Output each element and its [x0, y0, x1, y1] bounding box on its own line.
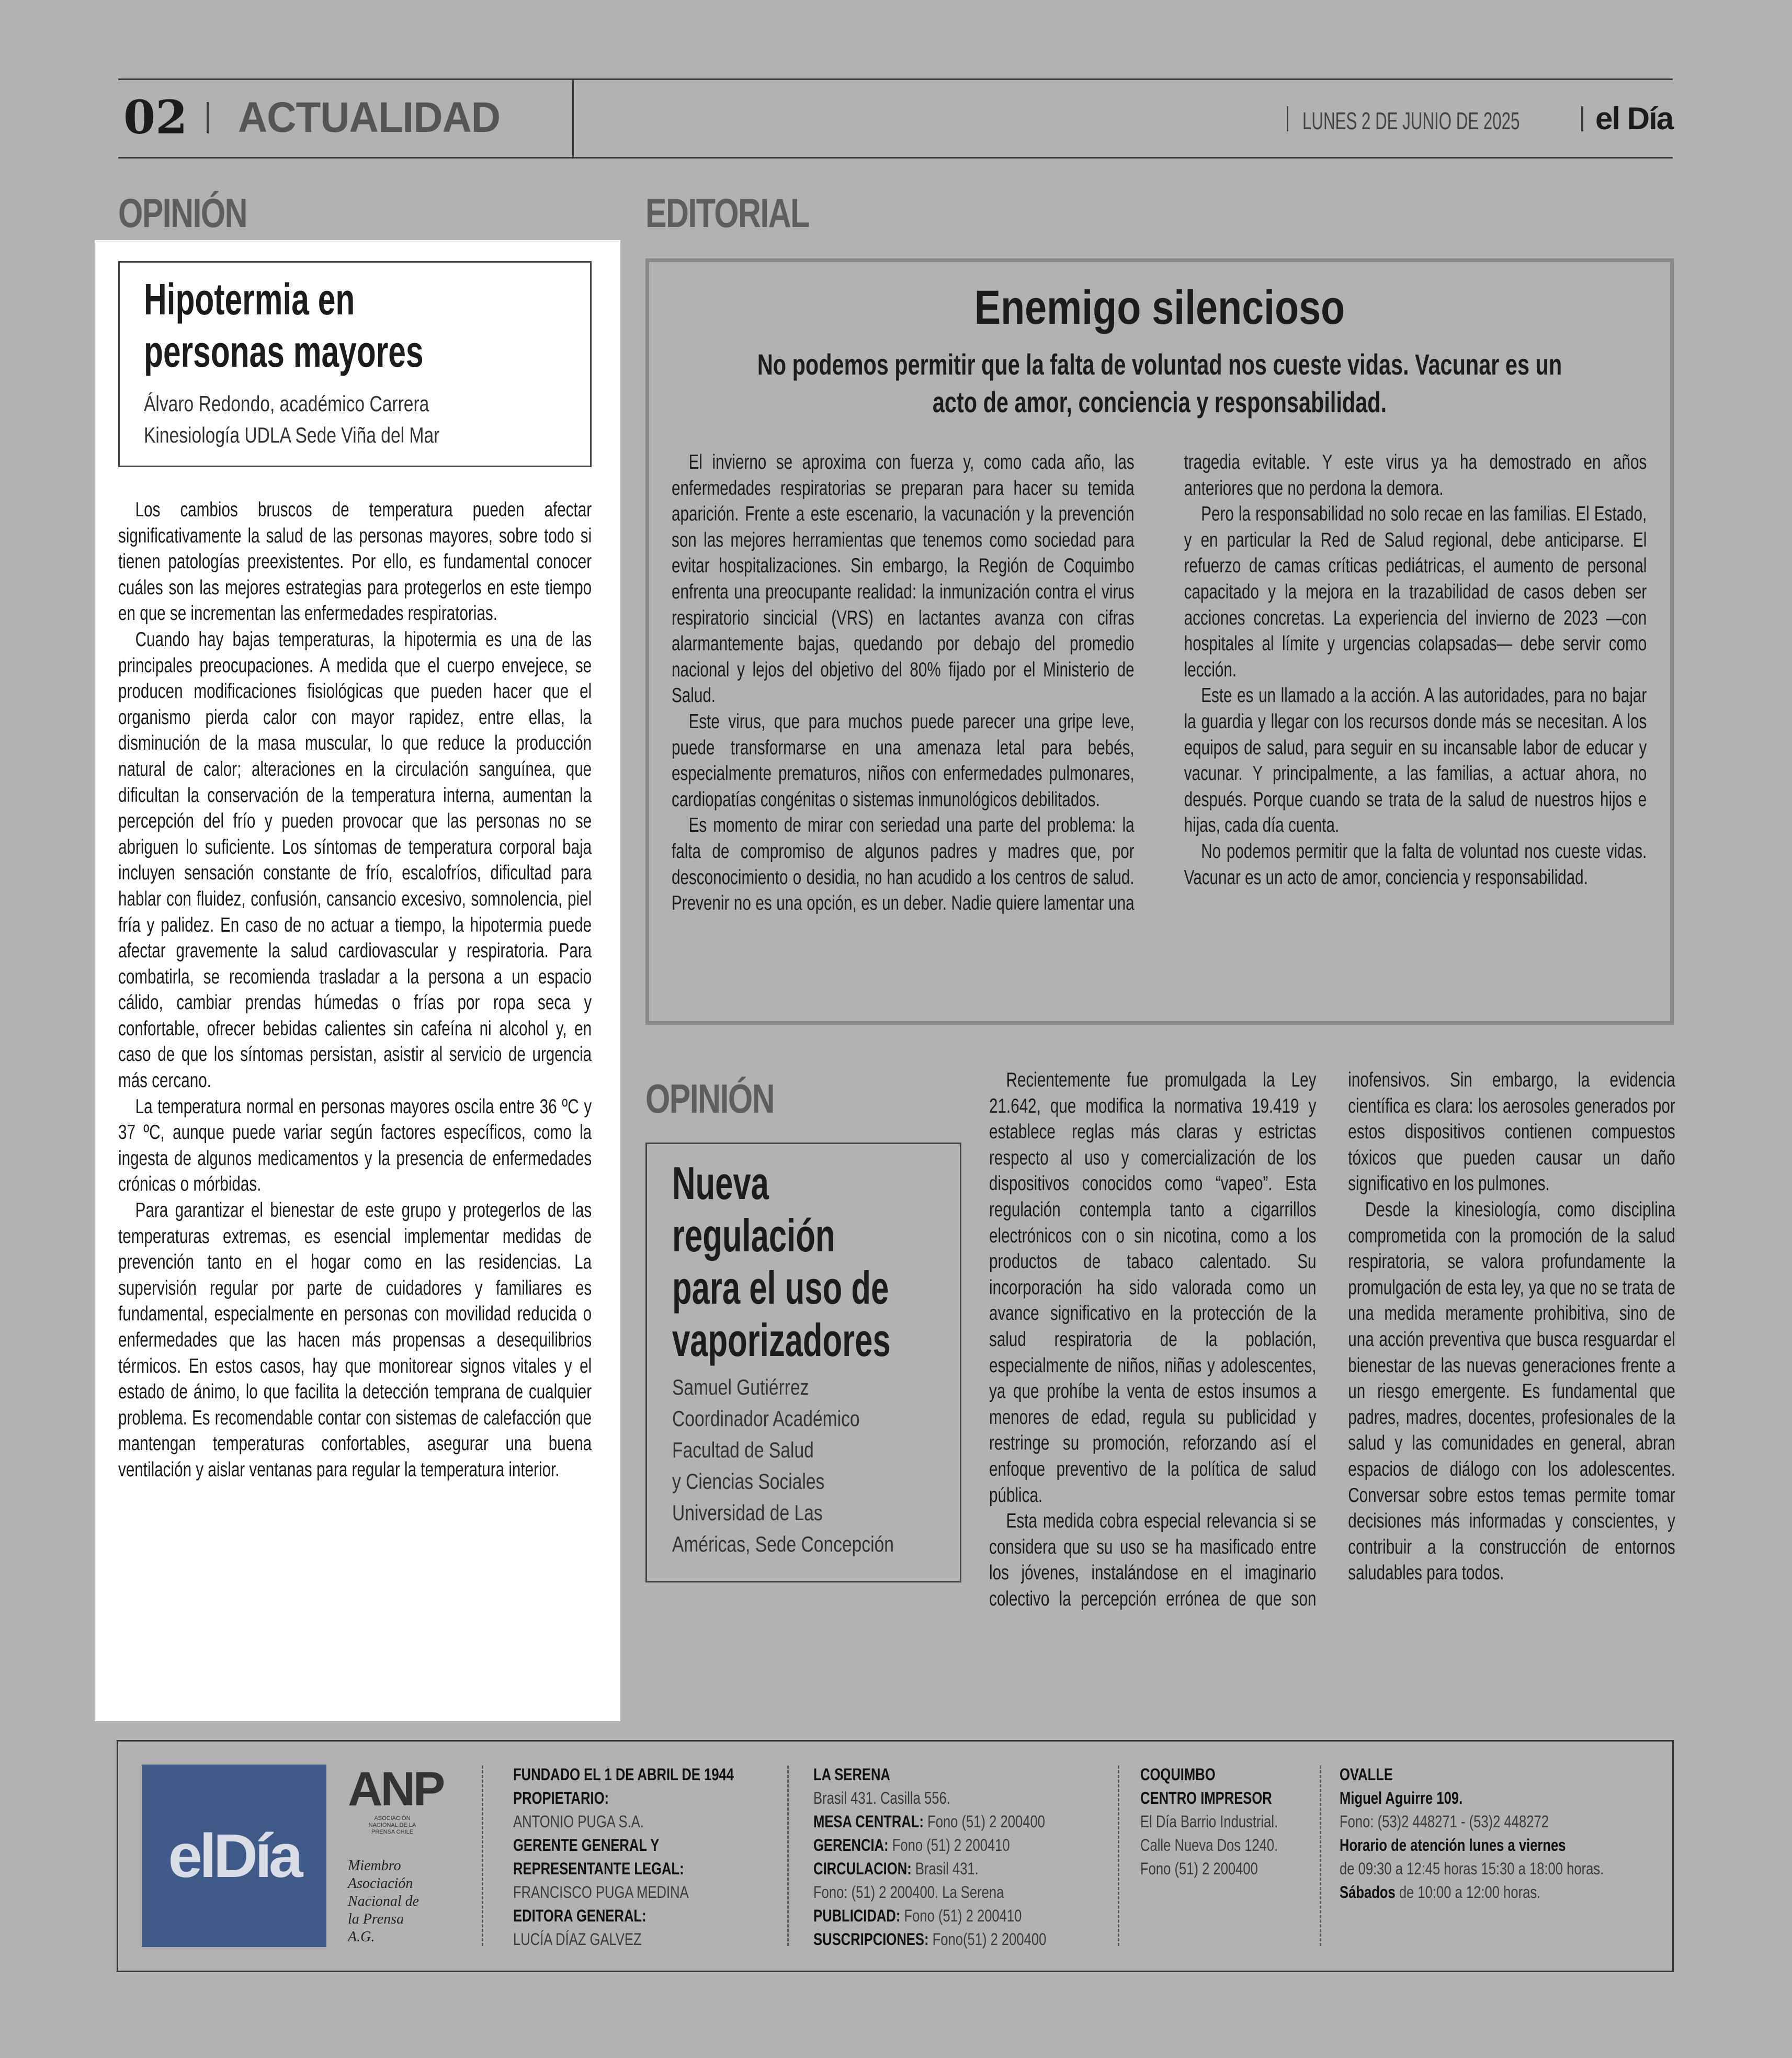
- vape-section-label: OPINIÓN: [645, 1076, 774, 1122]
- owner-value: ANTONIO PUGA S.A.: [513, 1812, 644, 1831]
- header-top-rule: [118, 78, 1673, 80]
- editorial-paragraph: Es momento de mirar con seriedad una parte del problema: la falta de compromiso de algunos padres y madres que, por desconocimiento o desidia, no han acudido a los centros de salud. Prevenir no es una opción, es un deber. Nadie quiere lamentar una tragedia evitable. Y este virus ya ha demostrado en años anteriores que no perdona la demora.: [672, 451, 1647, 915]
- contact-value: Fono (51) 2 200400: [1140, 1859, 1258, 1878]
- editorial-title: Enemigo silencioso: [974, 281, 1345, 334]
- brand-separator: [1581, 106, 1583, 131]
- contact-value: Fono(51) 2 200400: [932, 1930, 1047, 1949]
- page-number: 02: [123, 90, 188, 144]
- contact-value: Fono (51) 2 200400: [927, 1812, 1045, 1831]
- contact-label: PUBLICIDAD:: [813, 1906, 901, 1925]
- header-divider: [572, 78, 574, 159]
- editorial-paragraph: No podemos permitir que la falta de voluntad nos cueste vidas. Vacunar es un acto de amor, conciencia y responsabilidad.: [1184, 840, 1647, 889]
- left-article-author-line2: Kinesiología UDLA Sede Viña del Mar: [144, 423, 440, 447]
- editorial-subtitle-line1: No podemos permitir que la falta de voluntad nos cueste vidas. Vacunar es un: [757, 348, 1562, 381]
- anp-logo: [348, 1763, 447, 1836]
- footer-divider: [482, 1766, 483, 1946]
- contact-label: MESA CENTRAL:: [813, 1812, 924, 1831]
- city-label: OVALLE: [1340, 1765, 1393, 1784]
- footer-divider: [787, 1766, 789, 1946]
- footer-ovalle: [1340, 1763, 1604, 1904]
- vape-author-line: y Ciencias Sociales: [672, 1469, 825, 1494]
- contact-value: Fono: (53)2 448271 - (53)2 448272: [1340, 1812, 1549, 1831]
- date-separator: [1287, 106, 1288, 131]
- manager-label: REPRESENTANTE LEGAL:: [513, 1859, 684, 1878]
- page-number-separator: [207, 102, 209, 133]
- hours-label: Sábados: [1340, 1883, 1396, 1902]
- contact-value: Fono (51) 2 200410: [892, 1836, 1010, 1855]
- left-article-author-line1: Álvaro Redondo, académico Carrera: [144, 391, 429, 416]
- left-article-title-line2: personas mayores: [144, 327, 424, 376]
- address: Calle Nueva Dos 1240.: [1140, 1836, 1278, 1855]
- membership-line: la Prensa: [348, 1911, 404, 1927]
- footer-divider: [1118, 1766, 1119, 1946]
- vape-title-line: Nueva: [672, 1157, 769, 1209]
- contact-value: Brasil 431.: [915, 1859, 979, 1878]
- section-title: ACTUALIDAD: [238, 94, 501, 141]
- city-label: COQUIMBO: [1140, 1765, 1216, 1784]
- contact-label: GERENCIA:: [813, 1836, 889, 1855]
- editor-value: LUCÍA DÍAZ GALVEZ: [513, 1930, 642, 1949]
- footer-coquimbo: [1140, 1763, 1278, 1881]
- address: El Día Barrio Industrial.: [1140, 1812, 1278, 1831]
- editorial-paragraph: El invierno se aproxima con fuerza y, como cada año, las enfermedades respiratorias se preparan para hacer su temida aparición. Frente a este escenario, la vacunación y la prevención son las mejores herramientas que tenemos como sociedad para evitar hospitalizaciones. Sin embargo, la Región de Coquimbo enfrenta una preocupante realidad: la inmunización contra el virus respiratorio sincicial (VRS) en lactantes avanza con cifras alarmantemente bajas, quedando por debajo del promedio nacional y lejos del objetivo del 80% fijado por el Ministerio de Salud.: [672, 451, 1135, 707]
- vape-title-line: para el uso de: [672, 1262, 889, 1314]
- vape-paragraph: Esta medida cobra especial relevancia si se considera que su uso se ha masificado entre los jóvenes, instalándose en el imaginario colectivo la percepción errónea de que son inofensivos. Sin embargo, la evidencia científica es clara: los aerosoles generados por estos dispositivos contienen compuestos tóxicos que pueden causar un daño significativo en los pulmones.: [989, 1069, 1675, 1610]
- brand-name: el Día: [1595, 101, 1673, 136]
- hours-value: de 09:30 a 12:45 horas 15:30 a 18:00 horas.: [1340, 1859, 1604, 1878]
- editorial-body: [672, 449, 1647, 917]
- vape-paragraph: Desde la kinesiología, como disciplina comprometida con la promoción de la salud respiratoria, se valora profundamente la promulgación de esta ley, ya que no se trata de una medida meramente prohibitiva, sino de una acción preventiva que busca resguardar el bienestar de las nuevas generaciones frente a un riesgo emergente. Es fundamental que padres, madres, docentes, profesionales de la salud y las comunidades en general, abran espacios de diálogo con los adolescentes. Conversar sobre estos temas permite tomar decisiones más informadas y conscientes, y contribuir a la construcción de entornos saludables para todos.: [1348, 1198, 1675, 1585]
- contact-label: SUSCRIPCIONES:: [813, 1930, 929, 1949]
- anp-logo-text: ANP: [348, 1762, 444, 1816]
- center-label: CENTRO IMPRESOR: [1140, 1789, 1272, 1807]
- footer-la-serena: [813, 1763, 1046, 1951]
- left-article-paragraph: Cuando hay bajas temperaturas, la hipotermia es una de las principales preocupaciones. A medida que el cuerpo envejece, se producen modificaciones fisiológicas que pueden hacer que el organismo pierda calor con mayor rapidez, entre ellas, la disminución de la masa muscular, lo que reduce la producción natural de calor; alteraciones en la circulación sanguínea, que dificultan la conservación de la temperatura interna, aumentan la percepción del frío y pueden provocar que las personas no se abriguen lo suficiente. Los síntomas de temperatura corporal baja incluyen sensación constante de frío, escalofríos, dificultad para hablar con fluidez, confusión, cansancio excesivo, somnolencia, piel fría y palidez. En caso de no actuar a tiempo, la hipotermia puede afectar gravemente la salud cardiovascular y respiratoria. Para combatirla, se recomienda trasladar a la persona a un espacio cálido, cambiar prendas húmedas o frías por ropa seca y confortable, ofrecer bebidas calientes sin cafeína ni alcohol y, en caso de que los síntomas persistan, asistir al servicio de urgencia más cercano.: [118, 628, 592, 1092]
- city-label: LA SERENA: [813, 1765, 890, 1784]
- issue-date: LUNES 2 DE JUNIO DE 2025: [1302, 107, 1520, 134]
- left-article-headline-box: [118, 261, 592, 467]
- editorial-box: [645, 258, 1674, 1025]
- address: Brasil 431. Casilla 556.: [813, 1789, 950, 1807]
- membership-line: A.G.: [348, 1929, 375, 1945]
- hours-value: de 10:00 a 12:00 horas.: [1399, 1883, 1541, 1902]
- editorial-subtitle-line2: acto de amor, conciencia y responsabilidad.: [932, 386, 1387, 419]
- editorial-paragraph: Pero la responsabilidad no solo recae en las familias. El Estado, y en particular la Red de Salud regional, debe anticiparse. El refuerzo de camas críticas pediátricas, el aumento de personal capacitado y la mejora en la trazabilidad de casos deben ser acciones concretas. La experiencia del invierno de 2023 —con hospitales al límite y urgencias colapsadas— debe servir como lección.: [1184, 503, 1647, 681]
- manager-label: GERENTE GENERAL Y: [513, 1836, 660, 1855]
- contact-value: Fono (51) 2 200410: [904, 1906, 1022, 1925]
- footer-divider: [1320, 1766, 1321, 1946]
- manager-value: FRANCISCO PUGA MEDINA: [513, 1883, 689, 1902]
- membership-line: Nacional de: [348, 1893, 419, 1909]
- anp-logo-caption: ASOCIACIÓN NACIONAL DE LA PRENSA CHILE: [368, 1815, 416, 1835]
- el-dia-logo: [142, 1765, 326, 1947]
- membership-line: Asociación: [348, 1875, 413, 1892]
- address: Miguel Aguirre 109.: [1340, 1789, 1463, 1807]
- membership-line: Miembro: [348, 1858, 401, 1874]
- vape-author-line: Coordinador Académico: [672, 1406, 860, 1431]
- vape-headline-box: [645, 1143, 961, 1582]
- left-article-body: [118, 497, 592, 1483]
- editor-label: EDITORA GENERAL:: [513, 1906, 647, 1925]
- contact-label: CIRCULACION:: [813, 1859, 912, 1878]
- vape-title-line: regulación: [672, 1209, 835, 1261]
- contact-value: Fono: (51) 2 200400. La Serena: [813, 1883, 1004, 1902]
- founded-text: FUNDADO EL 1 DE ABRIL DE 1944: [513, 1765, 734, 1784]
- header-bottom-rule: [118, 157, 1673, 159]
- editorial-section-label: EDITORIAL: [645, 190, 809, 236]
- vape-author-line: Américas, Sede Concepción: [672, 1532, 894, 1556]
- vape-author-line: Universidad de Las: [672, 1500, 823, 1525]
- anp-membership: [348, 1857, 419, 1946]
- left-article-paragraph: Para garantizar el bienestar de este grupo y protegerlos de las temperaturas extremas, es esencial implementar medidas de prevención tanto en el hogar como en las residencias. La supervisión regular por parte de cuidadores y familiares es fundamental, especialmente en personas con movilidad reducida o enfermedades que las hacen más propensas a desequilibrios térmicos. En estos casos, hay que monitorear signos vitales y el estado de ánimo, lo que facilita la detección temprana de cualquier problema. Es recomendable contar con sistemas de calefacción que mantengan temperaturas confortables, asegurar una buena ventilación y aislar ventanas para regular la temperatura interior.: [118, 1199, 592, 1481]
- left-section-label: OPINIÓN: [118, 190, 247, 236]
- vape-author-line: Facultad de Salud: [672, 1438, 814, 1462]
- vape-author-line: Samuel Gutiérrez: [672, 1375, 809, 1399]
- vape-paragraph: Recientemente fue promulgada la Ley 21.642, que modifica la normativa 19.419 y establece reglas más claras y estrictas respecto al uso y comercialización de los dispositivos conocidos como “vapeo”. Esta regulación contempla tanto a cigarrillos electrónicos con o sin nicotina, como a los productos de tabaco calentado. Su incorporación ha sido valorada como un avance significativo en la protección de la salud respiratoria de la población, especialmente de niños, niñas y adolescentes, ya que prohíbe la venta de estos insumos a menores de edad, regula su publicidad y restringe su promoción, reforzando así el enfoque preventivo de la política de salud pública.: [989, 1069, 1317, 1507]
- left-article-paragraph: Los cambios bruscos de temperatura pueden afectar significativamente la salud de las personas mayores, sobre todo si tienen patologías preexistentes. Por ello, es fundamental conocer cuáles son las mejores estrategias para protegerlos en este tiempo en que se incrementan las enfermedades respiratorias.: [118, 499, 592, 625]
- left-article-paragraph: La temperatura normal en personas mayores oscila entre 36 ºC y 37 ºC, aunque puede variar según factores específicos, como la ingesta de algunos medicamentos y la presencia de enfermedades crónicas o mórbidas.: [118, 1095, 592, 1196]
- vape-title-line: vaporizadores: [672, 1314, 891, 1366]
- editorial-paragraph: Este virus, que para muchos puede parecer una gripe leve, puede transformarse en una amenaza letal para bebés, especialmente prematuros, niños con enfermedades pulmonares, cardiopatías congénitas o sistemas inmunológicos debilitados.: [672, 710, 1135, 811]
- vape-article-body: [989, 1067, 1675, 1612]
- left-article-title-line1: Hipotermia en: [144, 275, 355, 324]
- owner-label: PROPIETARIO:: [513, 1789, 609, 1807]
- editorial-paragraph: Este es un llamado a la acción. A las autoridades, para no bajar la guardia y llegar con los recursos donde más se necesitan. A los equipos de salud, para seguir en su incansable labor de educar y vacunar. Y principalmente, a las familias, a actuar ahora, no después. Porque cuando se trata de la salud de nuestros hijos e hijas, cada día cuenta.: [1184, 684, 1647, 837]
- hours-label: Horario de atención lunes a viernes: [1340, 1836, 1566, 1855]
- footer-credits: [513, 1763, 734, 1951]
- el-dia-logo-text: elDía: [168, 1821, 300, 1891]
